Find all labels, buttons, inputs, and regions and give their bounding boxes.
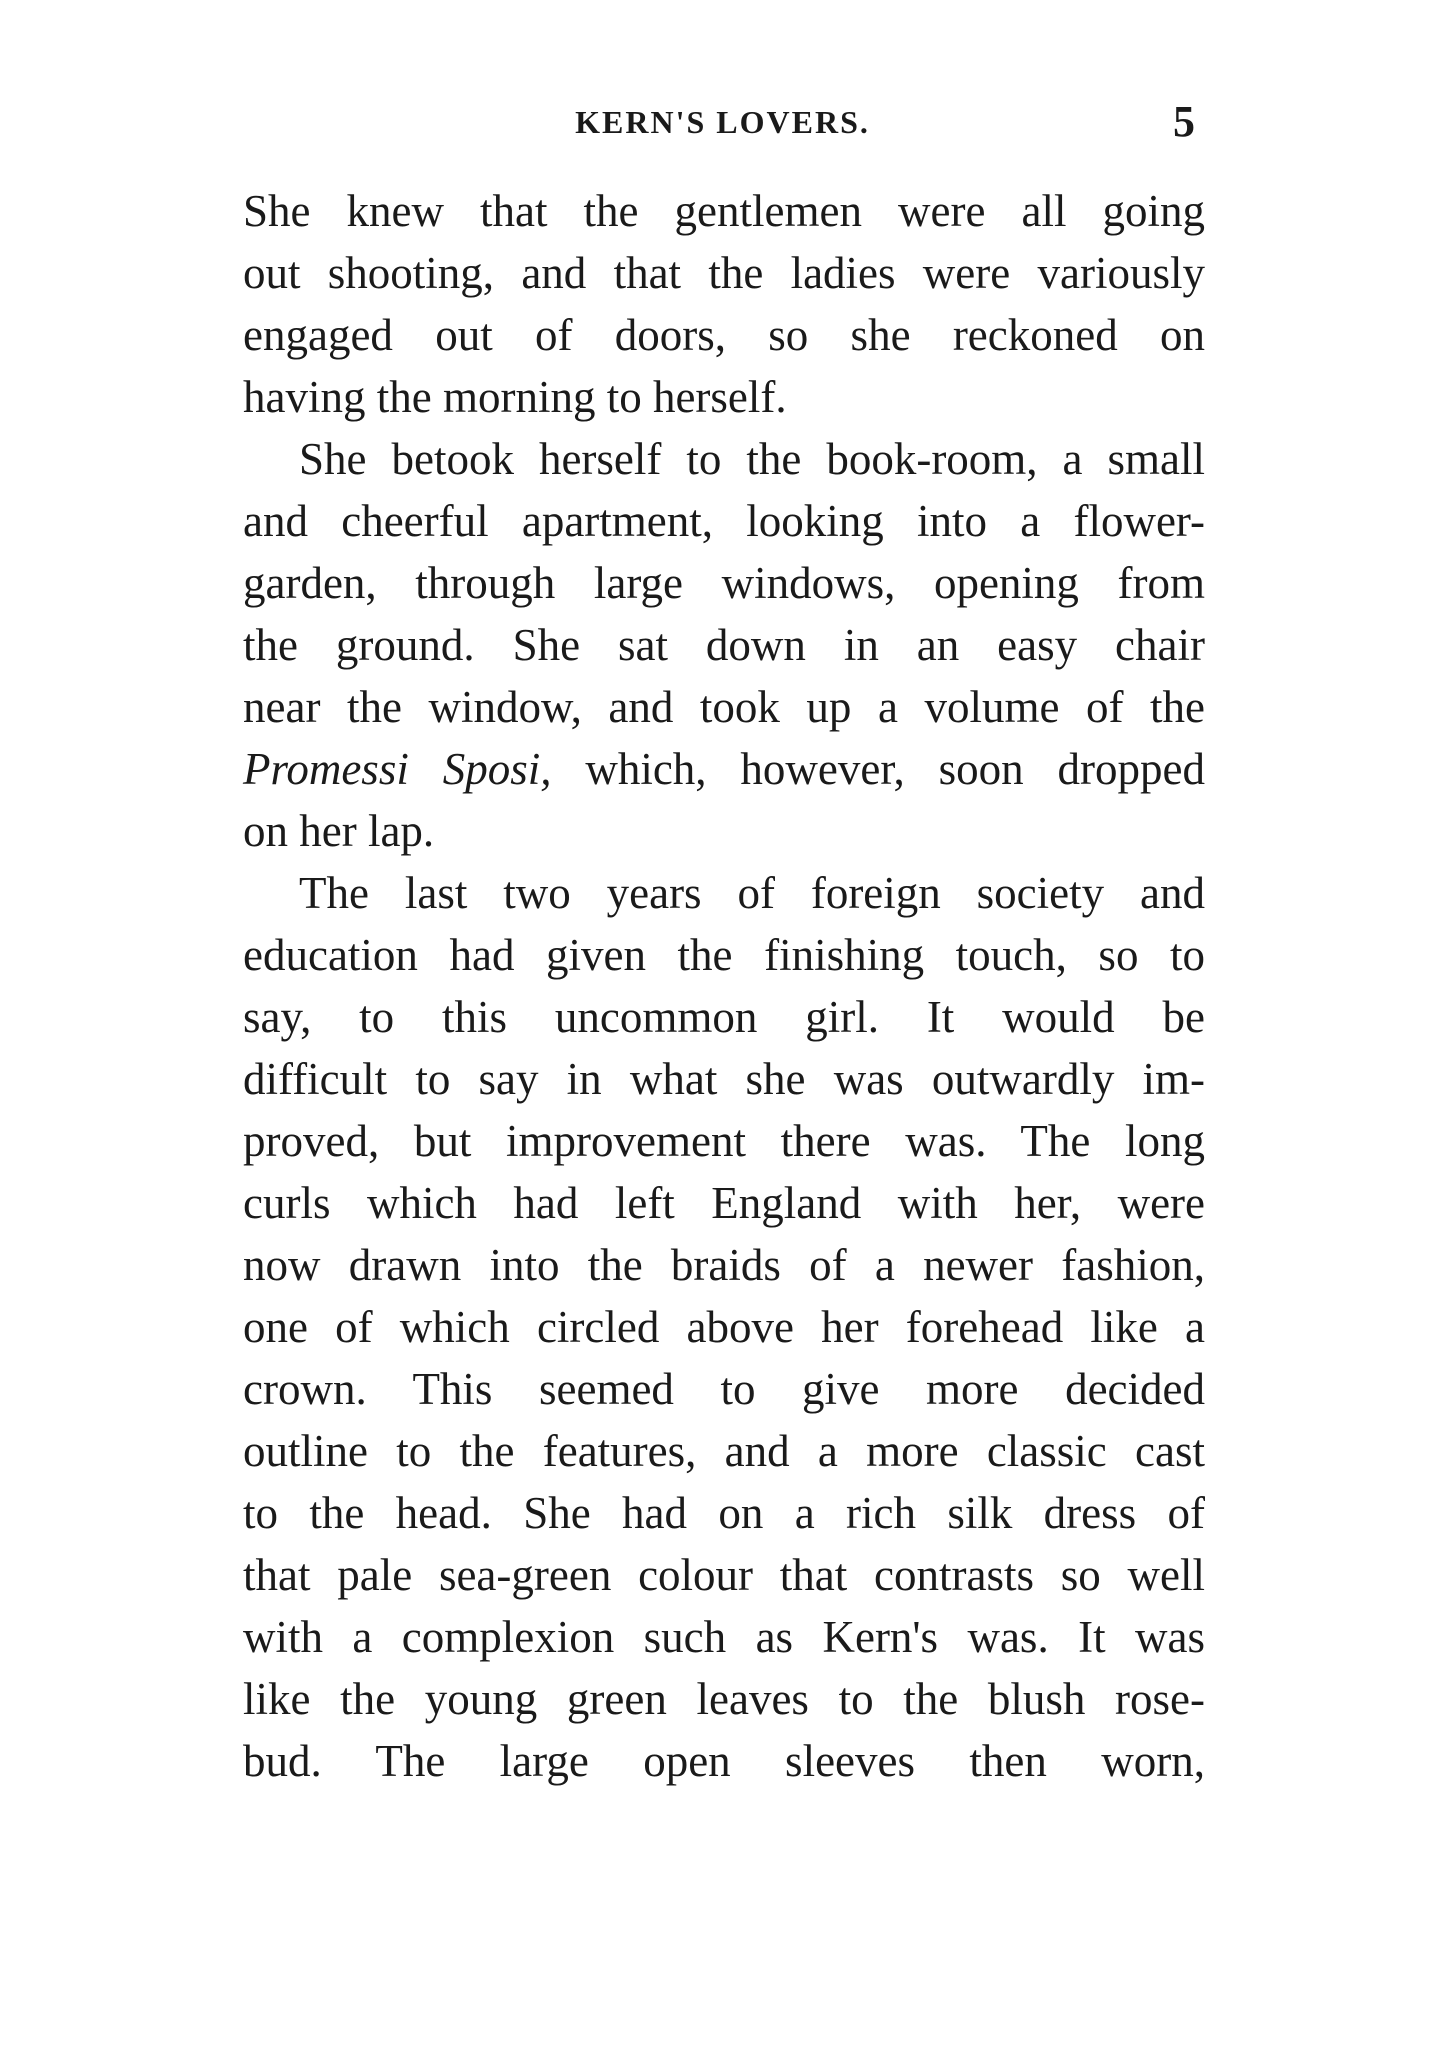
text-line: say, to this uncommon girl. It would be: [243, 992, 1205, 1042]
running-title: KERN'S LOVERS.: [575, 104, 870, 140]
text-line: outline to the features, and a more classic cast: [243, 1426, 1205, 1476]
paragraph: [243, 180, 1205, 428]
text-line: [243, 738, 1205, 800]
text-line: that pale sea-green colour that contrasts so well: [243, 1550, 1205, 1600]
text-line: The last two years of foreign society and: [299, 868, 1205, 918]
text-line: She betook herself to the book-room, a small: [299, 434, 1205, 484]
page-number: 5: [1173, 97, 1195, 146]
running-head: [0, 96, 1445, 156]
italic-title: Promessi Sposi,: [243, 744, 552, 794]
text-line: difficult to say in what she was outwardly im-: [243, 1054, 1205, 1104]
text-line: one of which circled above her forehead like a: [243, 1302, 1205, 1352]
text-line: with a complexion such as Kern's was. It was: [243, 1612, 1205, 1662]
text-line: on her lap.: [243, 806, 435, 856]
text-line: curls which had left England with her, were: [243, 1178, 1205, 1228]
text-line: education had given the finishing touch, so to: [243, 930, 1205, 980]
text-line: crown. This seemed to give more decided: [243, 1364, 1205, 1414]
text-line: She knew that the gentlemen were all going: [243, 186, 1205, 236]
text-line: bud. The large open sleeves then worn,: [243, 1736, 1205, 1786]
text-line: to the head. She had on a rich silk dress of: [243, 1488, 1205, 1538]
paragraph: [243, 862, 1205, 1792]
text-line: and cheerful apartment, looking into a flower-: [243, 496, 1205, 546]
text-line: garden, through large windows, opening from: [243, 558, 1205, 608]
text-line: out shooting, and that the ladies were variously: [243, 248, 1205, 298]
paragraph: [243, 428, 1205, 862]
text-line: the ground. She sat down in an easy chair: [243, 620, 1205, 670]
text-line: proved, but improvement there was. The long: [243, 1116, 1205, 1166]
text-line: now drawn into the braids of a newer fashion,: [243, 1240, 1205, 1290]
text-line: near the window, and took up a volume of the: [243, 682, 1205, 732]
body-text: [243, 180, 1205, 1792]
text-line: having the morning to herself.: [243, 372, 787, 422]
text-line: like the young green leaves to the blush rose-: [243, 1674, 1205, 1724]
text-fragment: which, however, soon dropped: [551, 744, 1206, 794]
text-line: engaged out of doors, so she reckoned on: [243, 310, 1205, 360]
